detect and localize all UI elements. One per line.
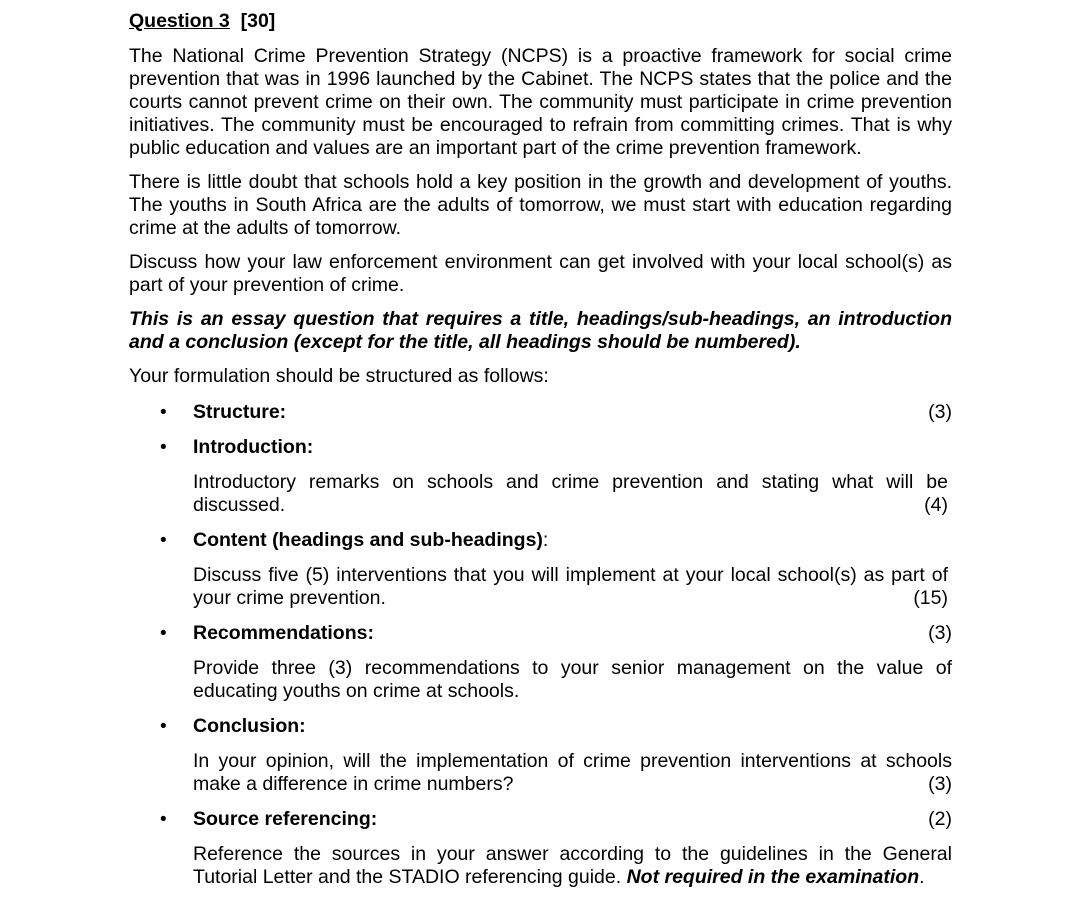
bullet-icon: • <box>160 530 167 551</box>
item-title-suffix: : <box>542 529 549 551</box>
item-title: Recommendations: <box>193 622 374 644</box>
item-description-end: . <box>919 866 925 888</box>
list-item-content <box>129 529 952 610</box>
essay-instruction: This is an essay question that requires a title, headings/sub-headings, an introduction and a conclusion (except for the title, all headings should be numbered). <box>129 308 952 353</box>
item-description <box>129 657 952 703</box>
item-description-text: Introductory remarks on schools and crime prevention and stating what will be discussed. <box>193 471 948 516</box>
item-marks: (3) <box>928 622 952 644</box>
item-description-text: In your opinion, will the implementation of crime prevention interventions at schools make a difference in crime numbers? <box>193 750 952 795</box>
item-description-text: Discuss five (5) interventions that you will implement at your local school(s) as part of your crime prevention. <box>193 564 948 609</box>
item-description-text: Provide three (3) recommendations to your senior management on the value of educating youths on crime at schools. <box>193 657 952 702</box>
bullet-icon: • <box>160 437 167 458</box>
structure-list <box>129 401 952 889</box>
paragraph-schools: There is little doubt that schools hold a key position in the growth and development of youths. The youths in South Africa are the adults of tomorrow, we must start with education regarding crime at the adults of tomorrow. <box>129 171 952 239</box>
question-heading <box>129 10 952 33</box>
list-item-conclusion <box>129 715 952 796</box>
list-item-introduction <box>129 436 952 517</box>
item-marks: (3) <box>928 773 952 795</box>
bullet-icon: • <box>160 809 167 830</box>
item-description-emphasis: Not required in the examination <box>626 866 920 888</box>
item-marks: (15) <box>913 587 948 609</box>
bullet-icon: • <box>160 716 167 737</box>
question-number: Question 3 <box>129 10 230 32</box>
item-marks: (2) <box>928 808 952 830</box>
bullet-icon: • <box>160 402 167 423</box>
item-description-text: Reference the sources in your answer according to the guidelines in the General Tutorial Letter and the STADIO referencing guide. <box>193 843 952 888</box>
item-description <box>129 843 952 889</box>
item-title: Source referencing: <box>193 808 378 830</box>
list-item-structure <box>129 401 952 424</box>
question-total-marks: [30] <box>240 10 276 32</box>
item-marks: (4) <box>924 494 948 516</box>
item-title: Introduction: <box>193 436 314 458</box>
list-item-source-referencing <box>129 808 952 889</box>
list-item-recommendations <box>129 622 952 703</box>
item-description <box>129 750 952 796</box>
structure-intro: Your formulation should be structured as follows: <box>129 365 549 387</box>
item-description <box>129 564 952 610</box>
item-title: Content (headings and sub-headings) <box>193 529 543 551</box>
bullet-icon: • <box>160 623 167 644</box>
item-description <box>129 471 952 517</box>
question-content <box>129 10 952 889</box>
paragraph-discuss: Discuss how your law enforcement environment can get involved with your local school(s) as part of your prevention of crime. <box>129 251 952 296</box>
item-title: Conclusion: <box>193 715 306 737</box>
item-title: Structure: <box>193 401 287 423</box>
item-marks: (3) <box>928 401 952 423</box>
paragraph-ncps: The National Crime Prevention Strategy (NCPS) is a proactive framework for social crime prevention that was in 1996 launched by the Cabinet. The NCPS states that the police and the courts cannot prevent crime on their own. The community must participate in crime prevention initiatives. The community must be encouraged to refrain from committing crimes. That is why public education and values are an important part of the crime prevention framework. <box>129 45 952 159</box>
